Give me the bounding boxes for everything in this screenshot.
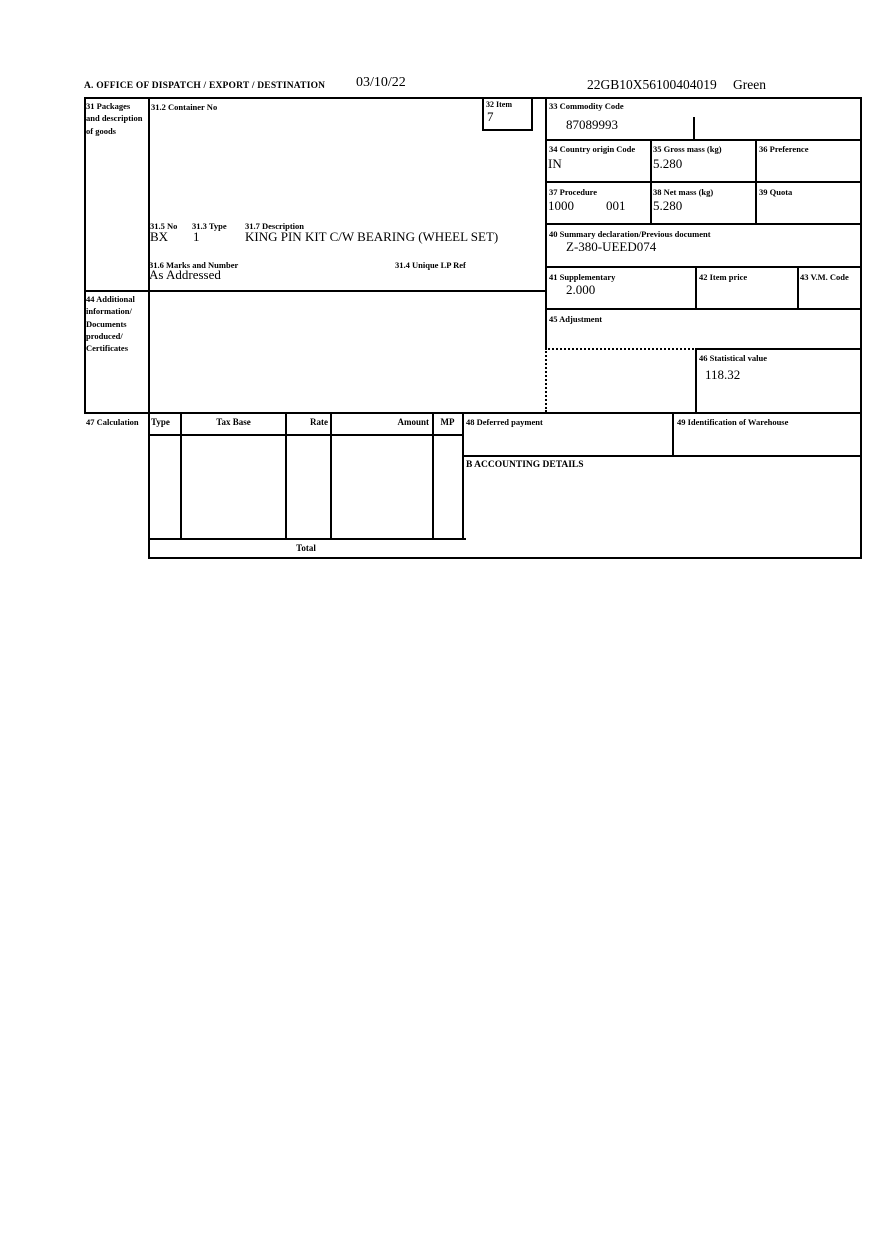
form-rule-line [695,348,862,350]
box32-item-number: 7 [487,109,494,124]
box34-country-value: IN [548,156,562,171]
form-rule-line [545,97,547,348]
form-rule-line [330,412,332,538]
form-rule-line [84,97,86,414]
box43-vm-code-label: 43 V.M. Code [800,272,849,282]
form-rule-line [650,139,652,225]
box35-gross-mass-value: 5.280 [653,156,683,171]
box31-6-marks-label: 31.6 Marks and Number [149,260,239,270]
office-of-dispatch-label: A. OFFICE OF DISPATCH / EXPORT / DESTINATION [84,81,326,91]
box31-6-marks-value: As Addressed [149,267,221,282]
box31-7-description-value: KING PIN KIT C/W BEARING (WHEEL SET) [245,229,499,244]
box38-net-mass-label: 38 Net mass (kg) [653,187,714,197]
box33-commodity-label: 33 Commodity Code [549,101,624,111]
form-rule-line [285,412,287,538]
box38-net-mass-value: 5.280 [653,198,683,213]
form-rule-line [672,412,674,457]
form-rule-line [545,308,862,310]
box36-preference-label: 36 Preference [759,144,809,154]
calc-total-label: Total [296,543,316,553]
calc-col-mp: MP [440,417,455,427]
routing-indicator: Green [733,77,766,92]
form-rule-line [695,266,697,310]
form-rule-line [432,412,434,538]
form-rule-line [84,412,862,414]
form-rule-line [860,97,862,559]
box40-summary-declaration-label: 40 Summary declaration/Previous document [549,229,711,239]
form-rule-line [545,348,547,412]
box37-procedure-value: 1000 [548,198,574,213]
box31-2-container-label: 31.2 Container No [151,102,218,112]
calc-col-tax-base: Tax Base [216,417,251,427]
form-rule-line [545,139,862,141]
form-rule-line [462,412,464,538]
box33-commodity-code: 87089993 [566,117,618,132]
box44-label: 44 Additional information/ Documents produced/ Certificates [86,294,135,354]
box46-statistical-value: 118.32 [705,367,741,382]
form-rule-line [84,290,547,292]
form-rule-line [755,139,757,225]
box47-label: 47 Calculation [86,417,139,427]
form-rule-line [797,266,799,310]
box31-4-lp-ref-label: 31.4 Unique LP Ref [395,260,466,270]
accounting-details-label: B ACCOUNTING DETAILS [466,460,584,470]
box35-gross-mass-label: 35 Gross mass (kg) [653,144,722,154]
form-rule-line [531,97,533,131]
form-rule-line [482,97,484,131]
declaration-reference: 22GB10X56100404019 [587,77,717,92]
box46-statistical-label: 46 Statistical value [699,353,767,363]
form-rule-line [148,97,150,559]
calc-col-type: Type [151,417,170,427]
form-rule-line [545,181,862,183]
box40-previous-document: Z-380-UEED074 [566,239,657,254]
box37-procedure-label: 37 Procedure [549,187,598,197]
acceptance-date: 03/10/22 [356,75,406,90]
form-rule-line [84,97,862,99]
form-rule-line [148,538,466,540]
box31-3-type-label: 31.3 Type [192,221,227,231]
form-rule-line [545,223,862,225]
box31-7-description-label: 31.7 Description [245,221,305,231]
box31-label: 31 Packages and description of goods [86,101,143,136]
form-rule-line [693,117,695,141]
form-rule-line [695,348,697,412]
box49-warehouse-label: 49 Identification of Warehouse [677,417,789,427]
form-rule-line [482,129,533,131]
form-rule-line [148,434,464,436]
box45-adjustment-label: 45 Adjustment [549,314,603,324]
box39-quota-label: 39 Quota [759,187,793,197]
form-rule-line [148,557,862,559]
form-rule-line [462,455,862,457]
box34-country-label: 34 Country origin Code [549,144,636,154]
box41-supplementary-value: 2.000 [566,282,596,297]
calc-col-rate: Rate [310,417,328,427]
box31-3-type-value: 1 [193,229,200,244]
box31-5-no-value: BX [150,229,169,244]
box31-5-no-label: 31.5 No [150,221,178,231]
box41-supplementary-label: 41 Supplementary [549,272,616,282]
calc-col-amount: Amount [397,417,429,427]
box37-procedure-value-2: 001 [606,198,626,213]
form-rule-line [545,348,697,350]
form-rule-line [180,412,182,538]
form-rule-line [545,266,862,268]
box48-deferred-payment-label: 48 Deferred payment [466,417,543,427]
box32-item-label: 32 Item [486,100,512,109]
box42-item-price-label: 42 Item price [699,272,748,282]
